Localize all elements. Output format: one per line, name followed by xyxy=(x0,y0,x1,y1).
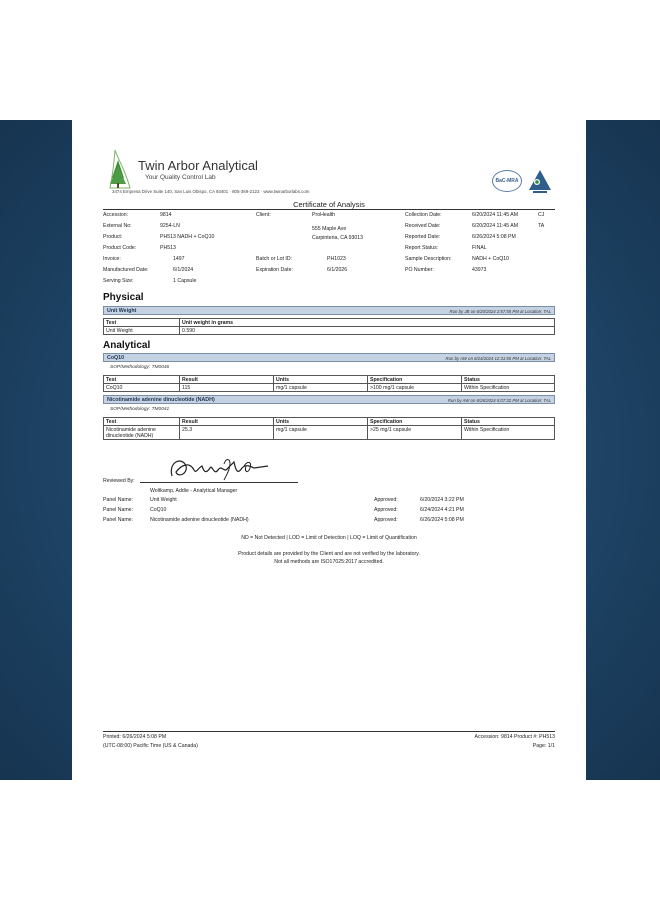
batch-label: Batch or Lot ID: xyxy=(256,256,293,262)
client-city: Carpinteria, CA 93013 xyxy=(312,235,364,241)
panel-name: Nicotinamide adenine dinucleotide (NADH) xyxy=(107,397,215,403)
sop-methodology: SOP/Methodology: TM0046 xyxy=(110,365,170,370)
table-cell: 115 xyxy=(180,384,274,392)
coq10-panel-bar xyxy=(103,353,555,362)
table-cell: >25 mg/1 capsule xyxy=(368,426,462,440)
po-number-label: PO Number: xyxy=(405,267,434,273)
client-street: 555 Maple Ave xyxy=(312,226,347,232)
manufactured-date-label: Manufactured Date: xyxy=(103,267,149,273)
expiration-value: 6/1/2026 xyxy=(327,267,348,273)
panel-name: CoQ10 xyxy=(107,355,125,361)
report-status-value: FINAL xyxy=(472,245,487,251)
product-label: Product: xyxy=(103,234,123,240)
document-page xyxy=(72,120,586,780)
panel-name: Unit Weight xyxy=(107,308,137,314)
product-code-label: Product Code: xyxy=(103,245,137,251)
table-row xyxy=(104,327,555,335)
nadh-results-table xyxy=(103,417,555,440)
company-tagline: Your Quality Control Lab xyxy=(145,174,216,181)
nadh-panel-bar xyxy=(103,395,555,404)
report-status-label: Report Status: xyxy=(405,245,439,251)
approved-date: 6/26/2024 5:08 PM xyxy=(420,517,464,523)
column-header: Result xyxy=(180,418,274,426)
column-header: Unit weight in grams xyxy=(180,319,555,327)
serving-size-label: Serving Size: xyxy=(103,278,134,284)
analytical-heading: Analytical xyxy=(103,340,151,351)
run-by-info: Run by AW on 6/24/2024 12:31:55 PM at Location: TAL xyxy=(445,355,551,361)
column-header: Test xyxy=(104,418,180,426)
approved-label: Approved: xyxy=(374,507,398,513)
invoice-label: Invoice: xyxy=(103,256,121,262)
table-header-row xyxy=(104,319,555,327)
po-number-value: 43973 xyxy=(472,267,487,273)
approval-panel-name: CoQ10 xyxy=(150,507,167,513)
approval-panel-name: Unit Weight xyxy=(150,497,177,503)
table-header-row xyxy=(104,418,555,426)
certificate-title: Certificate of Analysis xyxy=(293,200,365,209)
client-label: Client: xyxy=(256,212,271,218)
unit-weight-panel-bar xyxy=(103,306,555,315)
iso-accreditation-icon xyxy=(527,168,553,194)
approved-date: 6/24/2024 4:21 PM xyxy=(420,507,464,513)
received-date-label: Received Date: xyxy=(405,223,441,229)
column-header: Status xyxy=(462,418,555,426)
manufactured-date-value: 6/1/2024 xyxy=(173,267,194,273)
coq10-results-table xyxy=(103,375,555,392)
expiration-label: Expiration Date: xyxy=(256,267,293,273)
external-no-label: External No: xyxy=(103,223,132,229)
panel-name-label: Panel Name: xyxy=(103,497,133,503)
tree-logo-icon xyxy=(106,148,132,190)
reported-date-value: 6/26/2024 5:08 PM xyxy=(472,234,516,240)
disclaimer-iso: Not all methods are ISO17025:2017 accredited. xyxy=(274,559,384,565)
received-date-value: 6/20/2024 11:45 AM xyxy=(472,223,519,229)
table-header-row xyxy=(104,376,555,384)
table-cell: Within Specification xyxy=(462,384,555,392)
external-no-value: 9254-LN xyxy=(160,223,180,229)
physical-heading: Physical xyxy=(103,292,144,303)
sample-description-value: NADH + CoQ10 xyxy=(472,256,510,262)
run-by-info: Run by JB on 6/20/2024 2:57:55 PM at Location: TAL xyxy=(449,308,551,314)
reviewer-name: Woltkamp, Addie - Analytical Manager xyxy=(150,488,238,494)
received-initials: TA xyxy=(538,223,545,229)
page-number: Page: 1/1 xyxy=(532,743,555,749)
product-code-value: PH513 xyxy=(160,245,176,251)
approval-panel-name: Nicotinamide adenine dinucleotide (NADH) xyxy=(150,517,249,523)
column-header: Result xyxy=(180,376,274,384)
collection-date-value: 6/20/2024 11:45 AM xyxy=(472,212,519,218)
table-cell: Nicotinamide adenine dinucleotide (NADH) xyxy=(104,426,180,440)
run-by-info: Run by AW on 6/26/2024 5:07:32 PM at Location: TAL xyxy=(447,397,551,403)
timezone: (UTC-08:00) Pacific Time (US & Canada) xyxy=(103,743,198,749)
approved-label: Approved: xyxy=(374,497,398,503)
table-cell: CoQ10 xyxy=(104,384,180,392)
sop-methodology: SOP/Methodology: TM0041 xyxy=(110,407,170,412)
column-header: Specification xyxy=(368,418,462,426)
accession-value: 9814 xyxy=(160,212,172,218)
column-header: Test xyxy=(104,319,180,327)
panel-name-label: Panel Name: xyxy=(103,517,133,523)
footer-accession: Accession: 9814 Product #: PH513 xyxy=(474,734,555,740)
disclaimer-client: Product details are provided by the Client and are not verified by the laboratory. xyxy=(238,551,420,557)
accreditation-badge: BaC-MRA xyxy=(492,170,522,192)
reported-date-label: Reported Date: xyxy=(405,234,441,240)
company-name: Twin Arbor Analytical xyxy=(138,158,258,173)
table-cell: Unit Weight xyxy=(104,327,180,335)
table-row xyxy=(104,384,555,392)
collection-initials: CJ xyxy=(538,212,545,218)
approved-label: Approved: xyxy=(374,517,398,523)
column-header: Specification xyxy=(368,376,462,384)
table-cell: 0.590 xyxy=(180,327,555,335)
physical-results-table xyxy=(103,318,555,335)
reviewed-by-label: Reviewed By: xyxy=(103,478,135,484)
company-address: 3474 Empresa Drive Suite 140, San Luis Obispo, CA 93401 · 805-369-2123 · www.twinarborlabs.com xyxy=(112,189,310,194)
sample-description-label: Sample Description: xyxy=(405,256,452,262)
panel-name-label: Panel Name: xyxy=(103,507,133,513)
signature-image xyxy=(164,454,274,484)
table-cell: mg/1 capsule xyxy=(274,384,368,392)
collection-date-label: Collection Date: xyxy=(405,212,442,218)
footer-divider xyxy=(103,731,555,732)
table-cell: mg/1 capsule xyxy=(274,426,368,440)
column-header: Test xyxy=(104,376,180,384)
table-cell: >100 mg/1 capsule xyxy=(368,384,462,392)
product-value: PH513 NADH + CoQ10 xyxy=(160,234,215,240)
invoice-value: 1497 xyxy=(173,256,185,262)
table-cell: 25.3 xyxy=(180,426,274,440)
printed-date: Printed: 6/26/2024 5:08 PM xyxy=(103,734,167,740)
abbreviation-legend: ND = Not Detected | LOD = Limit of Detection | LOQ = Limit of Quantification xyxy=(241,535,417,541)
table-row xyxy=(104,426,555,440)
accession-label: Accession: xyxy=(103,212,129,218)
table-cell: Within Specification xyxy=(462,426,555,440)
header-divider xyxy=(103,209,555,210)
batch-value: PH1023 xyxy=(327,256,346,262)
approved-date: 6/20/2024 3:22 PM xyxy=(420,497,464,503)
column-header: Units xyxy=(274,418,368,426)
client-name: ProHealth xyxy=(312,212,336,218)
serving-size-value: 1 Capsule xyxy=(173,278,197,284)
column-header: Units xyxy=(274,376,368,384)
column-header: Status xyxy=(462,376,555,384)
signature-line xyxy=(140,482,298,483)
